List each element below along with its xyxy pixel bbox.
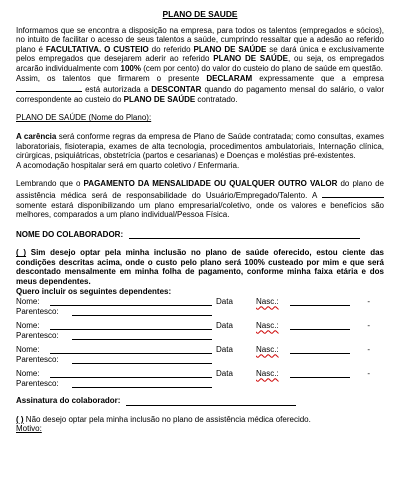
plan-name-title: PLANO DE SAÚDE (Nome do Plano): [16, 113, 152, 123]
dependent-name-field[interactable] [50, 369, 212, 378]
coverage-text: será conforme regras da empresa de Plano de Saúde contratada; como consultas, exames laboratoriais, fisioterapia, exames de alta tecnologia, procedimentos ambulatoriais, Internação clínica, cirúrgicas, psiquiátricas, obstetrícia (partos e cesarianas) e Doenças e moléstias pré-existentes. [16, 131, 385, 161]
dependent-name-label: Nome: [16, 344, 40, 354]
dependent-birth-field[interactable] [290, 297, 350, 306]
dependent-name-field[interactable] [50, 297, 212, 306]
dependent-row [16, 320, 384, 330]
dependent-kinship-row [16, 306, 384, 316]
collaborator-name-row [16, 230, 384, 240]
intro-bold-run: PLANO DE SAÚDE [213, 54, 288, 64]
option-yes-checkbox[interactable]: ( ) [16, 248, 27, 258]
signature-field[interactable] [126, 397, 296, 406]
dependent-birth-field[interactable] [290, 345, 350, 354]
payment-paragraph [16, 179, 384, 219]
intro-bold-run: PLANO DE SAÚDE [193, 44, 267, 54]
collaborator-label: NOME DO COLABORADOR: [16, 229, 124, 239]
declaration-paragraph [16, 74, 384, 105]
dependent-kinship-row [16, 378, 384, 388]
dependent-row [16, 296, 384, 306]
dependent-birth-field[interactable] [290, 369, 350, 378]
intro-text-run: Informamos que se encontra a disposição na empresa, para todos os talentos (empregados e sócios), no intuito de facilitar o acesso de seus talentos a saúde, cumprindo ressaltar que a adesão ao referido plano é [16, 25, 384, 54]
option-no-checkbox[interactable]: ( ) [16, 414, 24, 424]
row-dash: - [367, 296, 370, 306]
kinship-field[interactable] [72, 307, 212, 316]
descontar-bold: DESCONTAR [151, 85, 202, 95]
intro-text-run: do referido [148, 44, 194, 54]
intro-bold-run: FACULTATIVA. O CUSTEIO [45, 44, 149, 54]
row-dash: - [367, 368, 370, 378]
dependent-date-label: Data [216, 320, 233, 330]
kinship-field[interactable] [72, 379, 212, 388]
declaration-text-2: expressamente que a empresa [252, 73, 384, 83]
dependent-name-field[interactable] [50, 321, 212, 330]
company-blank-2[interactable] [322, 189, 384, 198]
dependent-birth-label: Nasc.: [256, 296, 279, 306]
dependents-title: Quero incluir os seguintes dependentes: [16, 286, 172, 296]
dependent-row [16, 344, 384, 354]
intro-text-run: , ou seja, os empregados arcarão individualmente com [16, 54, 385, 73]
declaration-text-5: contratado. [195, 94, 238, 104]
dependent-name-label: Nome: [16, 368, 40, 378]
intro-text-run: se dará única e exclusivamente pelos empregados que desejarem aderir ao referido [16, 44, 385, 64]
payment-text-1: Lembrando que o [16, 179, 84, 189]
coverage-paragraph [16, 132, 384, 161]
option-no-paragraph [16, 415, 384, 425]
declaration-text-1: Assim, os talentos que firmarem o presente [16, 73, 207, 83]
collaborator-name-field[interactable] [129, 230, 360, 239]
option-yes-paragraph [16, 248, 384, 286]
declaration-text-4: quando do pagamento mensal do salário, o valor correspondente ao custeio do [16, 85, 384, 104]
kinship-label: Parentesco: [16, 354, 59, 364]
kinship-label: Parentesco: [16, 378, 59, 388]
dependent-birth-field[interactable] [290, 321, 350, 330]
declaram-bold: DECLARAM [206, 73, 253, 83]
option-no-text: Não desejo optar pela minha inclusão no plano de assistência médica oferecido. [23, 414, 311, 424]
accommodation-paragraph: A acomodação hospitalar será em quarto coletivo / Enfermaria. [16, 160, 240, 170]
dependent-name-label: Nome: [16, 320, 40, 330]
row-dash: - [367, 320, 370, 330]
dependent-birth-label: Nasc.: [256, 368, 279, 378]
dependent-date-label: Data [216, 296, 233, 306]
dependent-row [16, 368, 384, 378]
carencia-bold: A carência [16, 131, 57, 141]
kinship-label: Parentesco: [16, 306, 59, 316]
row-dash: - [367, 344, 370, 354]
dependent-birth-label: Nasc.: [256, 344, 279, 354]
dependent-kinship-row [16, 354, 384, 364]
declaration-text-3: está autorizada a [85, 85, 152, 95]
plano-bold: PLANO DE SAÚDE [123, 94, 196, 104]
company-name-blank[interactable] [16, 83, 82, 92]
intro-text-run: (cem por cento) do valor do custeio do plano de saúde em questão. [140, 63, 383, 73]
dependent-kinship-row [16, 330, 384, 340]
dependents-list [16, 296, 384, 388]
dependent-date-label: Data [216, 344, 233, 354]
dependent-date-label: Data [216, 368, 233, 378]
document-title: PLANO DE SAUDE [162, 9, 238, 19]
intro-paragraph [16, 26, 384, 74]
signature-row [16, 396, 384, 406]
dependent-name-field[interactable] [50, 345, 212, 354]
dependent-name-label: Nome: [16, 296, 40, 306]
payment-bold: PAGAMENTO DA MENSALIDADE OU QUALQUER OUTRO VALOR [83, 179, 338, 189]
signature-label: Assinatura do colaborador: [16, 396, 121, 406]
payment-text-3: somente estará disponibilizando um plano empresarial/coletivo, onde os valores e benefícios são melhores, comparados a um plano individual/Pessoa Física. [16, 200, 384, 220]
intro-bold-run: 100% [120, 63, 141, 73]
payment-text-2: do plano de assistência médica será de responsabilidade do Usuário/Empregado/Talento. A [16, 179, 385, 200]
kinship-label: Parentesco: [16, 330, 59, 340]
motivo-label: Motivo: [16, 424, 42, 434]
kinship-field[interactable] [72, 355, 212, 364]
kinship-field[interactable] [72, 331, 212, 340]
option-yes-text: Sim desejo optar pela minha inclusão no plano de saúde oferecido, estou ciente das condições descritas acima, onde o custo pelo plano será 100% custeado por mim e que será descontado mensalmente em minha folha de pagamento, conforme minha faixa etária e dos meus dependentes. [16, 248, 385, 287]
dependent-birth-label: Nasc.: [256, 320, 279, 330]
